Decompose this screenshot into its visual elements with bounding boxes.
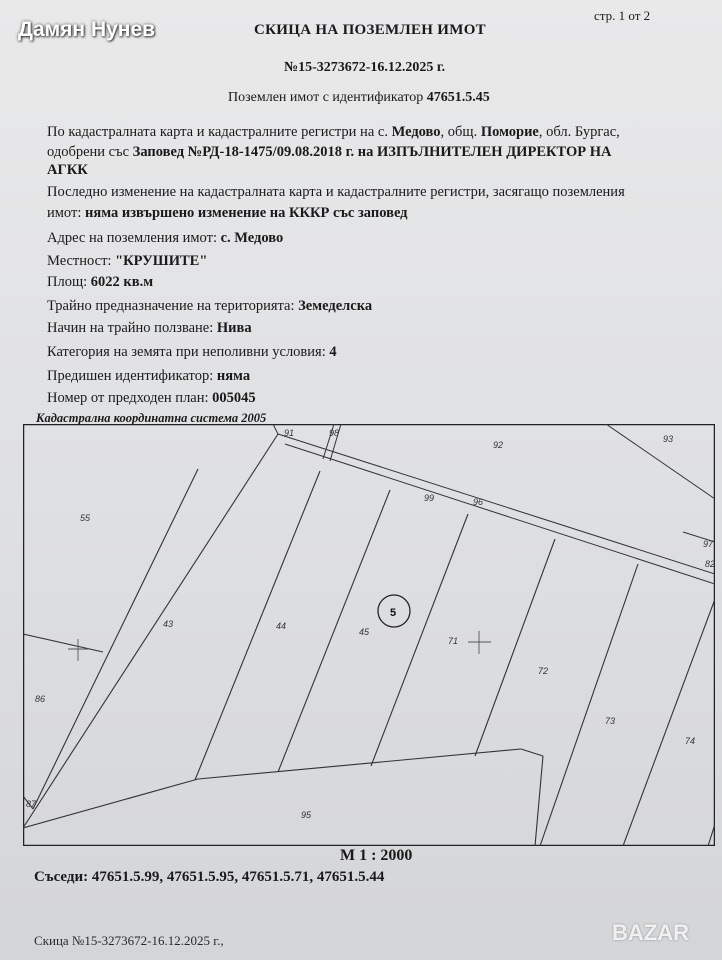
- parcel-label-91: 91: [284, 428, 295, 438]
- neighbors-label: Съседи:: [34, 869, 89, 885]
- address-value: с. Медово: [220, 230, 284, 246]
- last-change-value: няма извършено изменение на КККР със заповед: [85, 205, 408, 221]
- coordinate-system-label: Кадастрална координатна система 2005: [36, 411, 267, 425]
- purpose-label: Трайно предназначение на територията:: [47, 298, 295, 314]
- subject-parcel-circle-label: 5: [390, 607, 397, 619]
- parcel-label-45: 45: [359, 627, 370, 637]
- identifier-line: [228, 90, 490, 106]
- info-line2-pre: одобрени със: [47, 144, 130, 160]
- info-line1-pre: По кадастралната карта и кадастралните регистри на с.: [47, 124, 388, 140]
- parcel-label-72: 72: [538, 666, 549, 676]
- area-label: Площ:: [47, 274, 88, 290]
- parcel-label-43: 43: [163, 619, 174, 629]
- municipality-name: Поморие: [480, 124, 539, 140]
- address-label: Адрес на поземления имот:: [47, 230, 217, 246]
- prev-plan-value: 005045: [212, 390, 256, 406]
- neighbors-value: 47651.5.99, 47651.5.95, 47651.5.71, 47651.5.44: [91, 869, 385, 885]
- locality-label: Местност:: [47, 253, 112, 269]
- usage-label: Начин на трайно ползване:: [47, 320, 214, 336]
- parcel-label-87: 87: [26, 799, 37, 809]
- page-counter: стр. 1 от 2: [594, 8, 651, 23]
- survey-cross-marks: [68, 631, 491, 661]
- info-line-5: [47, 205, 408, 222]
- prev-id-value: няма: [216, 368, 251, 384]
- area-value: 6022 кв.м: [90, 274, 154, 290]
- info-line-1: [47, 124, 620, 141]
- last-change-text: Последно изменение на кадастралната карта и кадастралните регистри, засягащо поземления: [47, 184, 625, 200]
- parcel-label-97: 97: [703, 539, 714, 549]
- map-scale: М 1 : 2000: [340, 847, 413, 864]
- parcel-label-71: 71: [448, 636, 459, 646]
- cadastral-map: [23, 424, 715, 846]
- parcel-labels: [26, 428, 715, 820]
- usage-value: Нива: [216, 320, 252, 336]
- parcel-label-96: 96: [473, 497, 484, 507]
- parcel-label-55: 55: [80, 513, 91, 523]
- identifier-label: Поземлен имот с идентификатор: [228, 90, 424, 105]
- parcel-label-95: 95: [301, 810, 312, 820]
- parcel-label-82: 82: [705, 559, 715, 569]
- locality-line: [47, 253, 207, 270]
- footer-sketch-number: Скица №15-3273672-16.12.2025 г.,: [34, 933, 224, 948]
- parcel-label-73: 73: [605, 716, 616, 726]
- purpose-value: Земеделска: [298, 298, 373, 314]
- purpose-line: [47, 298, 372, 315]
- parcel-boundaries: [23, 434, 715, 846]
- document-title: СКИЦА НА ПОЗЕМЛЕН ИМОТ: [254, 22, 486, 38]
- locality-value: "КРУШИТЕ": [115, 253, 208, 269]
- category-line: [47, 344, 337, 361]
- seller-name: Дамян Нунев: [18, 18, 156, 41]
- parcel-label-86: 86: [35, 694, 46, 704]
- category-value: 4: [329, 344, 337, 360]
- identifier-value: 47651.5.45: [426, 90, 490, 105]
- info-line-3: [47, 162, 88, 179]
- parcel-label-99: 99: [424, 493, 435, 503]
- prev-id-line: [47, 368, 250, 385]
- prev-plan-line: [47, 390, 256, 407]
- info-line-4: [47, 184, 625, 201]
- document-number: №15-3273672-16.12.2025 г.: [284, 60, 446, 75]
- village-name: Медово: [391, 124, 441, 140]
- prev-plan-label: Номер от предходен план:: [47, 390, 209, 406]
- info-line-2: [47, 144, 612, 161]
- parcel-label-92: 92: [493, 440, 504, 450]
- parcel-label-93: 93: [663, 434, 674, 444]
- watermark-logo: BAZAR: [612, 920, 689, 945]
- info-line1-mid: , общ.: [440, 124, 478, 140]
- parcel-label-98: 98: [329, 428, 340, 438]
- parcel-label-44: 44: [276, 621, 287, 631]
- usage-line: [47, 320, 252, 337]
- agency-name: АГКК: [47, 162, 88, 178]
- info-line5-pre: имот:: [47, 205, 82, 221]
- prev-id-label: Предишен идентификатор:: [47, 368, 214, 384]
- neighbors-line: [34, 869, 384, 886]
- parcel-label-74: 74: [685, 736, 696, 746]
- address-line: [47, 230, 283, 247]
- area-line: [47, 274, 153, 291]
- order-text: Заповед №РД-18-1475/09.08.2018 г. на ИЗПЪЛНИТЕЛЕН ДИРЕКТОР НА: [132, 144, 612, 160]
- category-label: Категория на земята при неполивни условия:: [47, 344, 326, 360]
- info-line1-post: , обл. Бургас,: [538, 124, 620, 140]
